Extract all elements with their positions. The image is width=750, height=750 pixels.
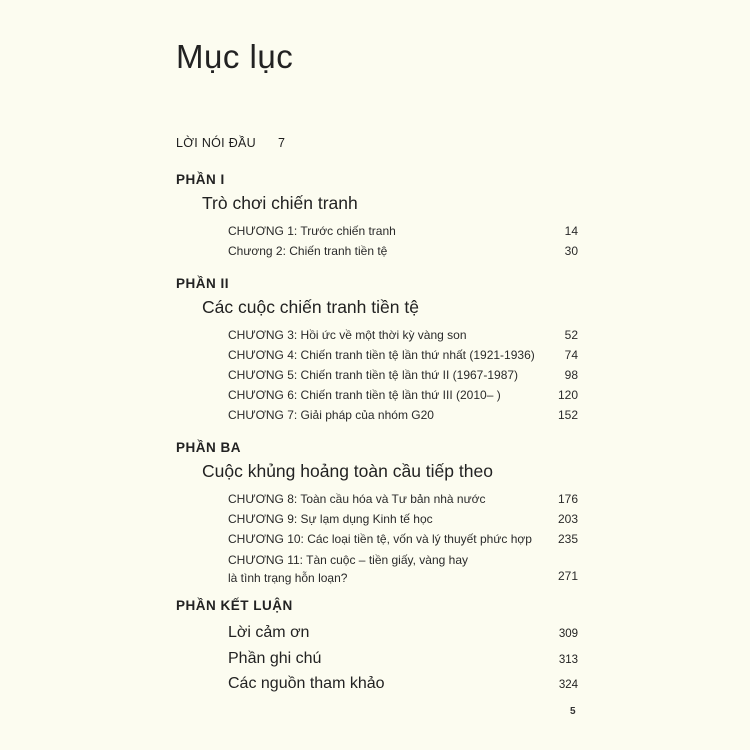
toc-chapter-entry [228, 328, 578, 346]
toc-end-entry [228, 624, 578, 644]
preface-label: LỜI NÓI ĐẦU [176, 136, 257, 150]
chapter-title: CHƯƠNG 1: Trước chiến tranh [228, 224, 396, 238]
entry-page: 313 [558, 654, 578, 666]
chapter-title: CHƯƠNG 6: Chiến tranh tiền tệ lần thứ III (2010– ) [228, 388, 501, 402]
chapter-page: 152 [557, 408, 578, 422]
part-1-label: PHẦN I [176, 172, 225, 187]
chapter-title: CHƯƠNG 9: Sự lạm dụng Kinh tế học [228, 512, 433, 526]
chapter-page: 14 [564, 224, 578, 238]
toc-chapter-entry [228, 532, 578, 550]
toc-chapter-entry [228, 348, 578, 366]
chapter-page: 74 [564, 348, 578, 362]
toc-end-entry [228, 675, 578, 695]
toc-end-entry [228, 650, 578, 670]
chapter-page: 271 [557, 569, 578, 583]
chapter-page: 203 [557, 512, 578, 526]
toc-chapter-entry [228, 244, 578, 262]
entry-page: 309 [558, 628, 578, 640]
entry-page: 324 [558, 679, 578, 691]
chapter-page: 235 [557, 532, 578, 546]
chapter-title: CHƯƠNG 11: Tàn cuộc – tiền giấy, vàng hay là tình trạng hỗn loạn? [228, 553, 468, 585]
chapter-page: 120 [557, 388, 578, 402]
chapter-page: 98 [564, 368, 578, 382]
toc-chapter-entry [228, 224, 578, 242]
toc-chapter-entry [228, 492, 578, 510]
chapter-title: CHƯƠNG 4: Chiến tranh tiền tệ lần thứ nhất (1921-1936) [228, 348, 535, 362]
chapter-title: CHƯƠNG 8: Toàn cầu hóa và Tư bản nhà nước [228, 492, 486, 506]
toc-chapter-entry [228, 512, 578, 530]
part-3-label: PHẦN BA [176, 440, 242, 455]
part-1-title: Trò chơi chiến tranh [202, 193, 358, 213]
toc-chapter-entry [228, 551, 578, 587]
part-2-label: PHẦN II [176, 276, 230, 291]
chapter-title: CHƯƠNG 10: Các loại tiền tệ, vốn và lý thuyết phức hợp [228, 532, 532, 546]
chapter-title: CHƯƠNG 7: Giải pháp của nhóm G20 [228, 408, 434, 422]
chapter-title: CHƯƠNG 5: Chiến tranh tiền tệ lần thứ II (1967-1987) [228, 368, 519, 382]
preface-page: 7 [278, 136, 285, 150]
toc-chapter-entry [228, 368, 578, 386]
page-title: Mục lục [176, 38, 294, 75]
part-2-title: Các cuộc chiến tranh tiền tệ [202, 297, 419, 317]
entry-title: Lời cảm ơn [228, 624, 310, 641]
part-4-label: PHẦN KẾT LUẬN [176, 598, 293, 613]
toc-chapter-entry [228, 388, 578, 406]
entry-title: Phần ghi chú [228, 650, 322, 667]
toc-chapter-entry [228, 408, 578, 426]
chapter-page: 52 [564, 328, 578, 342]
chapter-title: Chương 2: Chiến tranh tiền tệ [228, 244, 388, 258]
page-number: 5 [570, 706, 576, 717]
preface-entry [176, 136, 285, 150]
chapter-title: CHƯƠNG 3: Hồi ức về một thời kỳ vàng son [228, 328, 467, 342]
part-3-title: Cuộc khủng hoảng toàn cầu tiếp theo [202, 461, 493, 481]
chapter-page: 30 [564, 244, 578, 258]
entry-title: Các nguồn tham khảo [228, 675, 385, 692]
chapter-page: 176 [557, 492, 578, 506]
